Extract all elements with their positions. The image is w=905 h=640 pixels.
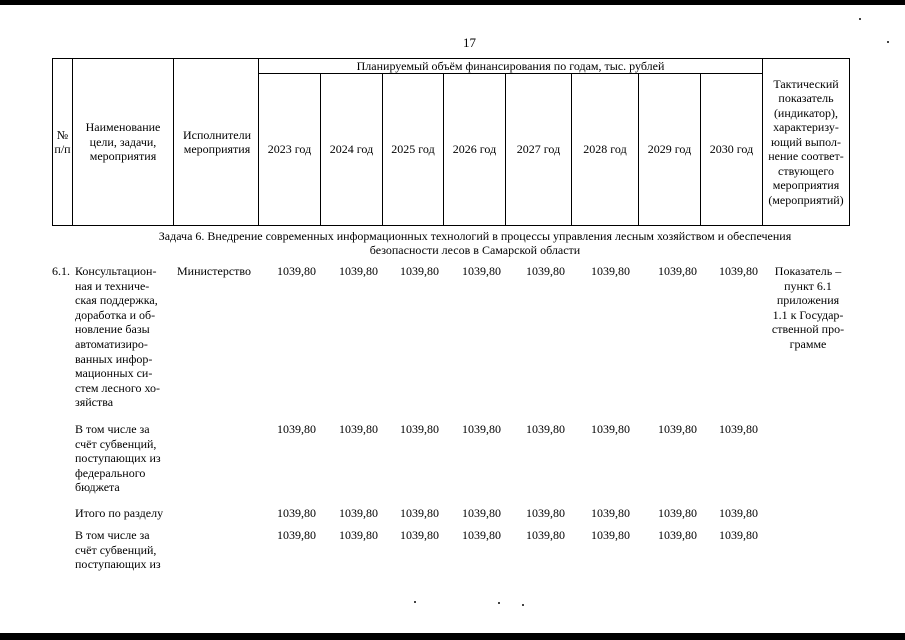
header-year: 2023 год: [267, 142, 312, 157]
scan-speck: [887, 41, 889, 43]
row-value-2024: 1039,80: [339, 528, 378, 542]
header-year: 2025 год: [391, 142, 435, 157]
row-value-2030: 1039,80: [719, 422, 758, 436]
row-value-2030: 1039,80: [719, 528, 758, 542]
scan-speck: [498, 602, 500, 604]
scan-bottom-border: [0, 633, 905, 640]
row-name: В том числе за счёт субвенций, поступающих из: [75, 528, 161, 572]
row-value-2026: 1039,80: [462, 264, 501, 278]
header-col-indicator: Тактический показатель (индикатор), характеризу-ющий выпол-нение соответ-ствующего мероприятия (мероприятий): [768, 76, 844, 207]
header-year: 2026 год: [452, 142, 497, 157]
task-title: Задача 6. Внедрение современных информационных технологий в процессы управления лесным хозяйством и обеспечения безопасности лесов в Самарской области: [158, 229, 792, 257]
row-value-2027: 1039,80: [526, 264, 565, 278]
row-value-2028: 1039,80: [591, 422, 630, 436]
header-col-executors: Исполнители мероприятия: [182, 127, 252, 156]
row-value-2028: 1039,80: [591, 264, 630, 278]
row-value-2026: 1039,80: [462, 506, 501, 520]
row-value-2025: 1039,80: [400, 264, 439, 278]
row-name: Консультацион- ная и техниче- ская поддержка, доработка и об- новление базы автоматизиро- ванных инфор- мационных си- стем лесного хо- зяйства: [75, 264, 161, 410]
row-value-2027: 1039,80: [526, 528, 565, 542]
row-value-2025: 1039,80: [400, 528, 439, 542]
row-value-2027: 1039,80: [526, 422, 565, 436]
row-value-2029: 1039,80: [658, 264, 697, 278]
row-value-2028: 1039,80: [591, 506, 630, 520]
page-number: 17: [463, 35, 476, 50]
header-funding-title: Планируемый объём финансирования по годам, тыс. рублей: [356, 58, 665, 73]
row-value-2024: 1039,80: [339, 264, 378, 278]
row-number: 6.1.: [52, 264, 70, 278]
scan-speck: [522, 604, 524, 606]
row-value-2030: 1039,80: [719, 506, 758, 520]
scan-speck: [859, 18, 861, 20]
row-name: В том числе за счёт субвенций, поступающих из федерального бюджета: [75, 422, 161, 495]
row-value-2025: 1039,80: [400, 422, 439, 436]
header-year: 2029 год: [647, 142, 692, 157]
row-value-2024: 1039,80: [339, 506, 378, 520]
header-col-name: Наименование цели, задачи, мероприятия: [85, 120, 161, 164]
row-value-2029: 1039,80: [658, 528, 697, 542]
row-value-2023: 1039,80: [277, 264, 316, 278]
row-value-2029: 1039,80: [658, 422, 697, 436]
scan-top-border: [0, 0, 905, 5]
row-indicator: Показатель – пункт 6.1 приложения 1.1 к Государ- ственной про- грамме: [771, 264, 845, 351]
row-value-2029: 1039,80: [658, 506, 697, 520]
row-executor: Министерство: [177, 264, 251, 278]
table-header: [52, 58, 850, 226]
row-value-2023: 1039,80: [277, 528, 316, 542]
row-value-2024: 1039,80: [339, 422, 378, 436]
row-value-2026: 1039,80: [462, 422, 501, 436]
header-year: 2024 год: [329, 142, 374, 157]
header-col-number: № п/п: [54, 127, 71, 156]
row-value-2025: 1039,80: [400, 506, 439, 520]
row-value-2026: 1039,80: [462, 528, 501, 542]
row-value-2023: 1039,80: [277, 422, 316, 436]
header-year: 2030 год: [709, 142, 754, 157]
header-year: 2028 год: [583, 142, 627, 157]
row-name: Итого по разделу: [75, 506, 164, 520]
row-value-2030: 1039,80: [719, 264, 758, 278]
row-value-2027: 1039,80: [526, 506, 565, 520]
row-value-2028: 1039,80: [591, 528, 630, 542]
row-value-2023: 1039,80: [277, 506, 316, 520]
header-year: 2027 год: [516, 142, 561, 157]
scan-speck: [414, 601, 416, 603]
